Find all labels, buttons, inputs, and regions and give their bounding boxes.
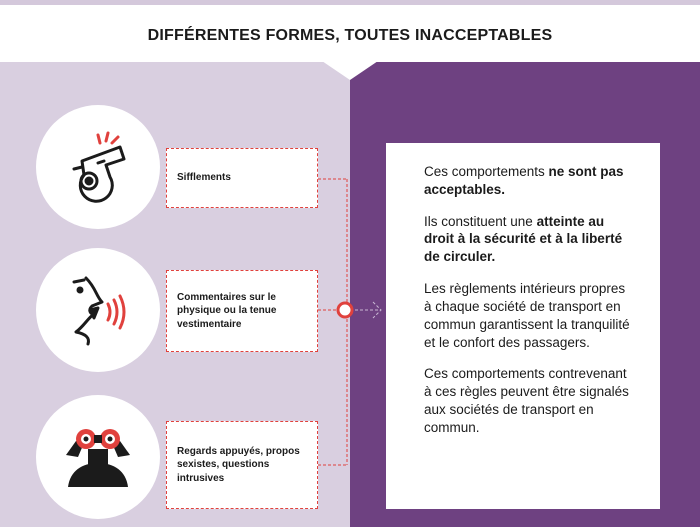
junction-dot [338,303,352,317]
info-box [386,143,660,509]
info-paragraph-2: Ils constituent une atteinte au droit à la sécurité et à la liberté de circuler. [424,213,623,265]
label-text: Sifflements [177,172,231,184]
info-paragraph-3: Les règlements intérieurs propres à chaque société de transport en commun garantissent la tranquilité et le confort des passagers. [424,281,630,350]
info-paragraph-1: Ces comportements ne sont pas acceptables. [424,164,624,197]
info-paragraph-4: Ces comportements contrevenant à ces règles peuvent être signalés aux sociétés de transport en commun. [424,366,629,435]
label-box-whistling [166,148,318,208]
label-text: Commentaires sur le physique ou la tenue vestimentaire [177,291,277,330]
label-box-comments [166,270,318,352]
label-text: Regards appuyés, propos sexistes, questions intrusives [177,445,300,484]
page-title: DIFFÉRENTES FORMES, TOUTES INACCEPTABLES [147,27,553,44]
label-box-stares [166,421,318,509]
